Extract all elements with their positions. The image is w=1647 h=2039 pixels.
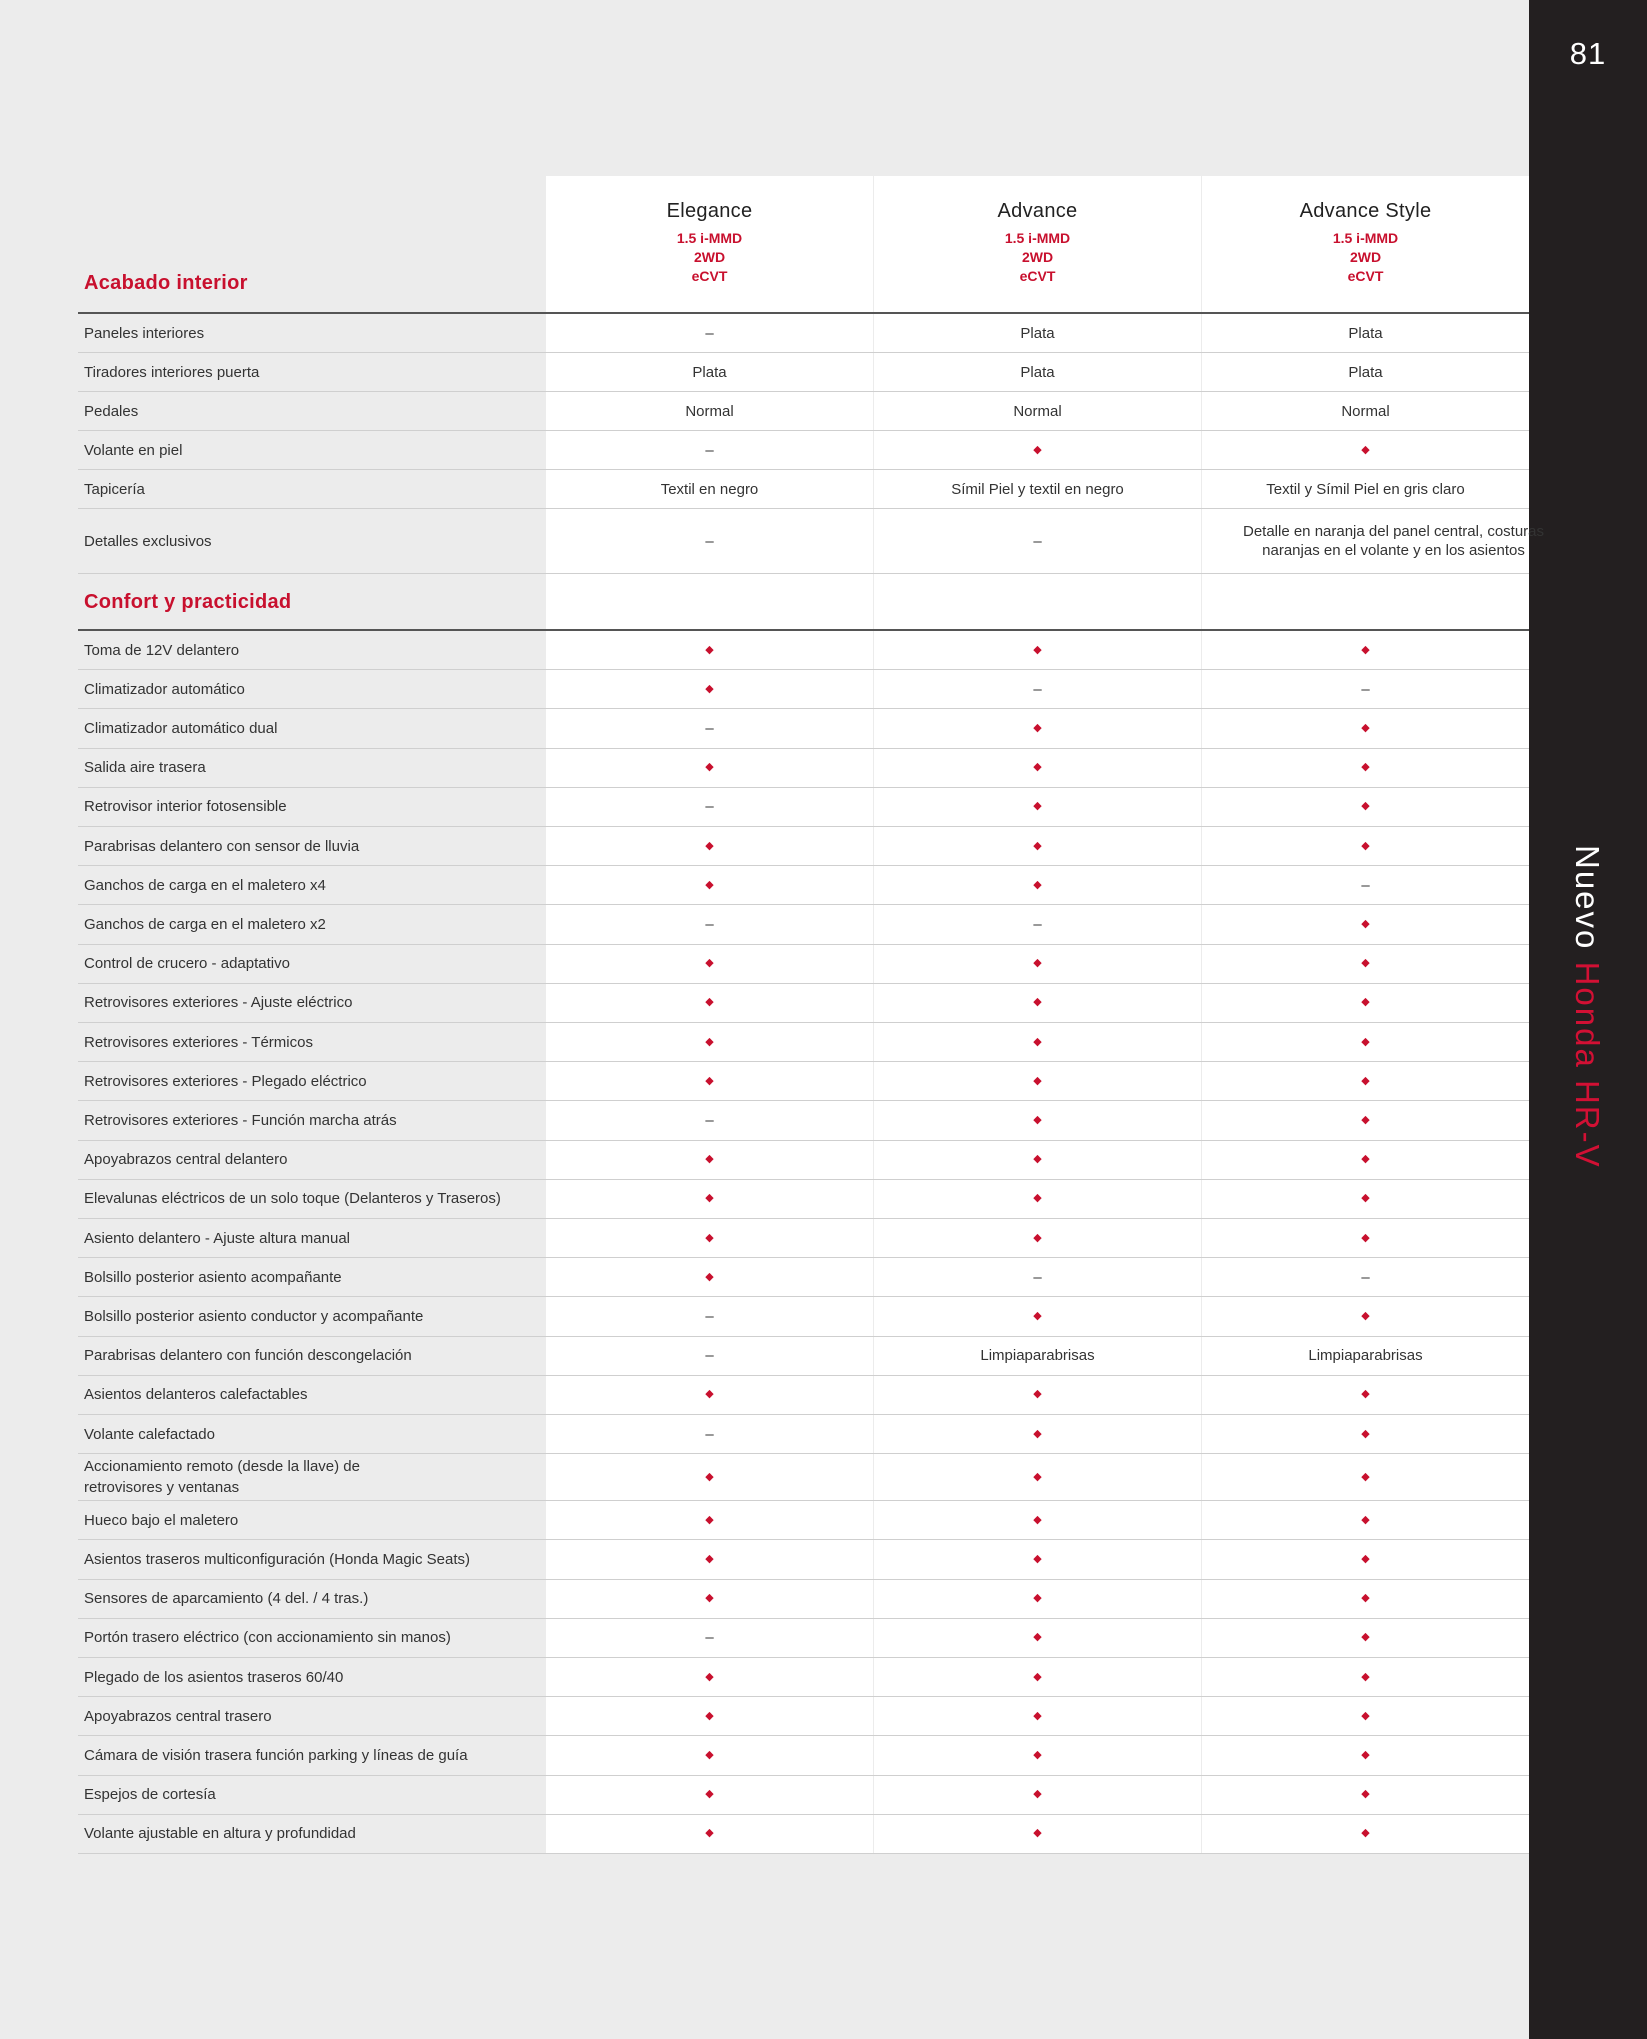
feature-included-icon: ◆ xyxy=(705,839,714,852)
feature-included-icon: ◆ xyxy=(1361,1592,1370,1605)
row-label: Asientos delanteros calefactables xyxy=(84,1386,308,1404)
feature-included-icon: ◆ xyxy=(705,761,714,774)
row-value: Normal xyxy=(1341,402,1390,420)
feature-included-icon: ◆ xyxy=(1033,1670,1042,1683)
table-row xyxy=(78,1180,1529,1219)
row-value: – xyxy=(1361,876,1370,894)
feature-included-icon: ◆ xyxy=(1033,1388,1042,1401)
table-row xyxy=(78,1580,1529,1619)
row-value: – xyxy=(705,1629,714,1647)
table-row xyxy=(78,1023,1529,1062)
table-row xyxy=(78,1219,1529,1258)
feature-included-icon: ◆ xyxy=(1033,1748,1042,1761)
row-value: – xyxy=(1033,532,1042,550)
feature-included-icon: ◆ xyxy=(705,1192,714,1205)
table-row xyxy=(78,1141,1529,1180)
table-row xyxy=(78,392,1529,431)
feature-included-icon: ◆ xyxy=(1361,761,1370,774)
row-label: Detalles exclusivos xyxy=(84,532,212,550)
row-value: – xyxy=(705,441,714,459)
row-value: – xyxy=(1361,680,1370,698)
column-engine: 1.5 i-MMD xyxy=(676,230,743,246)
row-value: – xyxy=(705,719,714,737)
table-row xyxy=(78,1815,1529,1854)
feature-included-icon: ◆ xyxy=(705,1552,714,1565)
feature-included-icon: ◆ xyxy=(1361,721,1370,734)
row-value: – xyxy=(1033,1268,1042,1286)
table-row xyxy=(78,631,1529,670)
row-label: Plegado de los asientos traseros 60/40 xyxy=(84,1668,344,1686)
feature-included-icon: ◆ xyxy=(1361,1113,1370,1126)
table-row xyxy=(78,1540,1529,1579)
row-value: – xyxy=(705,532,714,550)
column-transmission: eCVT xyxy=(1347,268,1384,284)
row-label: Hueco bajo el maletero xyxy=(84,1511,239,1529)
row-value: Plata xyxy=(692,363,727,381)
table-row xyxy=(78,314,1529,353)
column-header-advance xyxy=(874,200,1201,286)
row-label: Asientos traseros multiconfiguración (Honda Magic Seats) xyxy=(84,1550,471,1568)
row-label: Ganchos de carga en el maletero x2 xyxy=(84,915,326,933)
column-transmission: eCVT xyxy=(691,268,728,284)
row-label: Parabrisas delantero con función descongelación xyxy=(84,1347,412,1365)
feature-included-icon: ◆ xyxy=(1033,839,1042,852)
column-drive: 2WD xyxy=(693,249,726,265)
table-row xyxy=(78,1501,1529,1540)
column-header-elegance xyxy=(546,200,873,286)
feature-included-icon: ◆ xyxy=(705,1513,714,1526)
feature-included-icon: ◆ xyxy=(1361,643,1370,656)
feature-included-icon: ◆ xyxy=(1361,917,1370,930)
table-row xyxy=(78,1776,1529,1815)
feature-included-icon: ◆ xyxy=(1361,1709,1370,1722)
feature-included-icon: ◆ xyxy=(1033,1709,1042,1722)
row-label: Cámara de visión trasera función parking y líneas de guía xyxy=(84,1746,468,1764)
column-drive: 2WD xyxy=(1349,249,1382,265)
feature-included-icon: ◆ xyxy=(1361,1192,1370,1205)
row-label: Accionamiento remoto (desde la llave) de retrovisores y ventanas xyxy=(84,1458,360,1497)
row-label: Tapicería xyxy=(84,480,145,498)
feature-included-icon: ◆ xyxy=(1033,878,1042,891)
table-row xyxy=(78,1619,1529,1658)
feature-included-icon: ◆ xyxy=(1361,1788,1370,1801)
row-label: Retrovisores exteriores - Ajuste eléctrico xyxy=(84,994,353,1012)
row-label: Volante calefactado xyxy=(84,1425,215,1443)
table-row xyxy=(78,945,1529,984)
feature-included-icon: ◆ xyxy=(705,1670,714,1683)
vertical-title xyxy=(1568,845,1606,1169)
row-label: Portón trasero eléctrico (con accionamiento sin manos) xyxy=(84,1629,451,1647)
table-row xyxy=(78,353,1529,392)
row-value: Textil y Símil Piel en gris claro xyxy=(1266,480,1465,498)
row-label: Asiento delantero - Ajuste altura manual xyxy=(84,1229,350,1247)
feature-included-icon: ◆ xyxy=(1361,1035,1370,1048)
row-value: Normal xyxy=(1013,402,1062,420)
feature-included-icon: ◆ xyxy=(1033,1552,1042,1565)
table-row xyxy=(78,1454,1529,1501)
feature-included-icon: ◆ xyxy=(1361,1748,1370,1761)
feature-included-icon: ◆ xyxy=(1361,1388,1370,1401)
table-row xyxy=(78,509,1545,574)
row-label: Sensores de aparcamiento (4 del. / 4 tras.) xyxy=(84,1590,369,1608)
feature-included-icon: ◆ xyxy=(1033,1113,1042,1126)
page-number: 81 xyxy=(1569,36,1607,71)
section-title-acabado: Acabado interior xyxy=(84,272,248,294)
feature-included-icon: ◆ xyxy=(1033,1631,1042,1644)
feature-included-icon: ◆ xyxy=(1033,443,1042,456)
row-label: Volante en piel xyxy=(84,441,183,459)
row-label: Pedales xyxy=(84,402,139,420)
row-value: – xyxy=(705,1347,714,1365)
table-row xyxy=(78,1297,1529,1336)
row-value: – xyxy=(1361,1268,1370,1286)
feature-included-icon: ◆ xyxy=(705,682,714,695)
feature-included-icon: ◆ xyxy=(1033,721,1042,734)
feature-included-icon: ◆ xyxy=(1033,800,1042,813)
feature-included-icon: ◆ xyxy=(1361,1153,1370,1166)
feature-included-icon: ◆ xyxy=(705,643,714,656)
row-value: Detalle en naranja del panel central, costuras naranjas en el volante y en los asientos xyxy=(1242,523,1545,559)
feature-included-icon: ◆ xyxy=(1033,1309,1042,1322)
feature-included-icon: ◆ xyxy=(705,1270,714,1283)
feature-included-icon: ◆ xyxy=(1361,996,1370,1009)
column-engine: 1.5 i-MMD xyxy=(1332,230,1399,246)
row-label: Apoyabrazos central trasero xyxy=(84,1707,272,1725)
row-label: Espejos de cortesía xyxy=(84,1786,216,1804)
row-label: Retrovisores exteriores - Plegado eléctrico xyxy=(84,1072,367,1090)
feature-included-icon: ◆ xyxy=(705,1470,714,1483)
row-value: – xyxy=(705,1111,714,1129)
table-row xyxy=(78,1337,1529,1376)
row-value: – xyxy=(1033,680,1042,698)
table-row xyxy=(78,470,1529,509)
table-row xyxy=(78,1258,1529,1297)
table-row xyxy=(78,984,1529,1023)
table-row xyxy=(78,1736,1529,1775)
row-label: Parabrisas delantero con sensor de lluvia xyxy=(84,837,360,855)
row-label: Paneles interiores xyxy=(84,324,205,342)
feature-included-icon: ◆ xyxy=(1033,1427,1042,1440)
feature-included-icon: ◆ xyxy=(705,996,714,1009)
feature-included-icon: ◆ xyxy=(1361,1631,1370,1644)
row-value: Plata xyxy=(1020,324,1055,342)
table-row xyxy=(78,1415,1529,1454)
table-row xyxy=(78,788,1529,827)
feature-included-icon: ◆ xyxy=(705,1231,714,1244)
feature-included-icon: ◆ xyxy=(1033,1592,1042,1605)
row-label: Bolsillo posterior asiento acompañante xyxy=(84,1268,342,1286)
feature-included-icon: ◆ xyxy=(1033,1827,1042,1840)
row-value: Textil en negro xyxy=(660,480,759,498)
table-row xyxy=(78,749,1529,788)
row-value: Plata xyxy=(1348,363,1383,381)
vertical-title-part1: Nuevo xyxy=(1569,845,1606,951)
feature-included-icon: ◆ xyxy=(1033,761,1042,774)
row-label: Bolsillo posterior asiento conductor y acompañante xyxy=(84,1307,424,1325)
table-row xyxy=(78,866,1529,905)
row-label: Retrovisor interior fotosensible xyxy=(84,798,287,816)
row-value: – xyxy=(705,798,714,816)
column-engine: 1.5 i-MMD xyxy=(1004,230,1071,246)
section-title-confort: Confort y practicidad xyxy=(84,591,292,613)
feature-included-icon: ◆ xyxy=(1033,996,1042,1009)
row-value: – xyxy=(705,1307,714,1325)
feature-included-icon: ◆ xyxy=(705,878,714,891)
feature-included-icon: ◆ xyxy=(1361,1513,1370,1526)
vertical-title-part2: Honda HR-V xyxy=(1569,961,1606,1169)
feature-included-icon: ◆ xyxy=(1033,1788,1042,1801)
feature-included-icon: ◆ xyxy=(1361,957,1370,970)
feature-included-icon: ◆ xyxy=(1033,1153,1042,1166)
feature-included-icon: ◆ xyxy=(1361,1074,1370,1087)
column-name: Elegance xyxy=(666,200,753,222)
table-row xyxy=(78,1101,1529,1140)
table-row xyxy=(78,905,1529,944)
row-label: Tiradores interiores puerta xyxy=(84,363,260,381)
feature-included-icon: ◆ xyxy=(1361,1231,1370,1244)
row-label: Volante ajustable en altura y profundidad xyxy=(84,1825,356,1843)
sidebar xyxy=(1529,0,1647,2039)
row-label: Climatizador automático dual xyxy=(84,719,278,737)
feature-included-icon: ◆ xyxy=(705,957,714,970)
row-value: – xyxy=(705,324,714,342)
feature-included-icon: ◆ xyxy=(1033,1513,1042,1526)
feature-included-icon: ◆ xyxy=(705,1748,714,1761)
feature-included-icon: ◆ xyxy=(1033,1035,1042,1048)
table-row xyxy=(78,827,1529,866)
feature-included-icon: ◆ xyxy=(705,1074,714,1087)
table-row xyxy=(78,1658,1529,1697)
table-row xyxy=(78,1376,1529,1415)
feature-included-icon: ◆ xyxy=(705,1827,714,1840)
row-label: Retrovisores exteriores - Función marcha atrás xyxy=(84,1111,397,1129)
row-value: – xyxy=(705,915,714,933)
feature-included-icon: ◆ xyxy=(1361,1552,1370,1565)
table-row xyxy=(78,670,1529,709)
feature-included-icon: ◆ xyxy=(705,1788,714,1801)
feature-included-icon: ◆ xyxy=(705,1388,714,1401)
feature-included-icon: ◆ xyxy=(705,1035,714,1048)
feature-included-icon: ◆ xyxy=(1361,1309,1370,1322)
feature-included-icon: ◆ xyxy=(1361,1427,1370,1440)
feature-included-icon: ◆ xyxy=(1033,1192,1042,1205)
column-name: Advance xyxy=(997,200,1078,222)
row-value: Plata xyxy=(1348,324,1383,342)
feature-included-icon: ◆ xyxy=(1361,839,1370,852)
feature-included-icon: ◆ xyxy=(1033,1074,1042,1087)
table-row xyxy=(78,1697,1529,1736)
column-transmission: eCVT xyxy=(1019,268,1056,284)
table-row xyxy=(78,431,1529,470)
row-value: – xyxy=(1033,915,1042,933)
feature-included-icon: ◆ xyxy=(1361,800,1370,813)
column-drive: 2WD xyxy=(1021,249,1054,265)
row-value: Símil Piel y textil en negro xyxy=(951,480,1124,498)
feature-included-icon: ◆ xyxy=(1361,1827,1370,1840)
feature-included-icon: ◆ xyxy=(705,1592,714,1605)
row-label: Climatizador automático xyxy=(84,680,245,698)
row-label: Ganchos de carga en el maletero x4 xyxy=(84,876,326,894)
feature-included-icon: ◆ xyxy=(1033,1470,1042,1483)
row-value: Normal xyxy=(685,402,734,420)
row-value: Plata xyxy=(1020,363,1055,381)
row-value: Limpiaparabrisas xyxy=(1308,1347,1423,1365)
row-label: Toma de 12V delantero xyxy=(84,641,240,659)
row-label: Salida aire trasera xyxy=(84,759,206,777)
column-name: Advance Style xyxy=(1299,200,1432,222)
feature-included-icon: ◆ xyxy=(1361,1470,1370,1483)
feature-included-icon: ◆ xyxy=(1033,643,1042,656)
table-row xyxy=(78,709,1529,748)
feature-included-icon: ◆ xyxy=(1033,1231,1042,1244)
feature-included-icon: ◆ xyxy=(705,1153,714,1166)
row-label: Control de crucero - adaptativo xyxy=(84,955,290,973)
column-header-advance-style xyxy=(1202,200,1529,286)
feature-included-icon: ◆ xyxy=(1033,957,1042,970)
table-row xyxy=(78,1062,1529,1101)
feature-included-icon: ◆ xyxy=(705,1709,714,1722)
row-label: Elevalunas eléctricos de un solo toque (Delanteros y Traseros) xyxy=(84,1190,501,1208)
feature-included-icon: ◆ xyxy=(1361,443,1370,456)
row-value: Limpiaparabrisas xyxy=(980,1347,1095,1365)
row-value: – xyxy=(705,1425,714,1443)
row-label: Retrovisores exteriores - Térmicos xyxy=(84,1033,313,1051)
feature-included-icon: ◆ xyxy=(1361,1670,1370,1683)
row-label: Apoyabrazos central delantero xyxy=(84,1151,288,1169)
